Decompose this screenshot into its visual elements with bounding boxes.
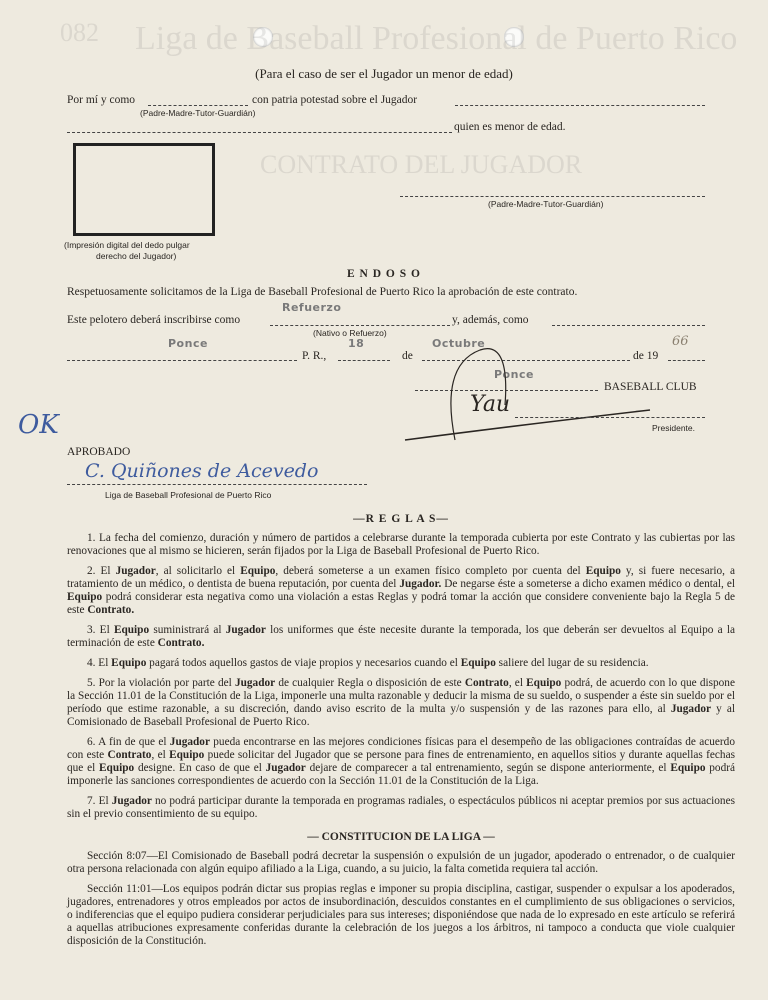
minor-name-field[interactable] [67,132,452,133]
rule-text-segment: saliere del lugar de su residencia. [495,657,649,669]
rule-text-segment: 2. El [87,565,116,577]
rule-text-segment: Jugador [115,565,156,577]
rule-text-segment: De negarse éste a someterse a dicho examen médico o dental, el [441,578,735,590]
rule-6 [67,736,735,788]
president-signature-flourish [400,345,670,445]
rule-text-segment: podrá, de acuerdo con lo que dispone la Sección 11.01 de la Constitución de la Liga, imponerle una multa razonable y deducir la misma de su sueldo, o suspender a éste sin sueldo por el período que estime razonable, a su discreción, dando aviso escrito de la multa y/o suspensión y de las razones para ello, al [67,677,735,715]
rule-text-segment: Jugador [670,703,712,715]
rule-text-segment: , al solicitarlo el [155,565,241,577]
rule-text-segment: dejare de comparecer a tal entrenamiento, según se dispone anteriormente, el [305,762,671,774]
rule-text-segment: Equipo [99,762,135,774]
ghost-number: 082 [60,18,99,47]
place-field[interactable] [67,360,297,361]
ghost-contract-title: CONTRATO DEL JUGADOR [260,150,583,179]
constitucion-sections [67,850,735,948]
rule-text-segment: Jugador. [399,578,442,590]
additional-register-field[interactable] [552,325,705,326]
thumbprint-box [73,143,215,236]
rule-text-segment: Equipo [67,591,103,603]
endoso-request: Respetuosamente solicitamos de la Liga de Baseball Profesional de Puerto Rico la aprobación de este contrato. [67,286,578,298]
rule-text-segment: 4. El [87,657,112,669]
rule-text-segment: 6. A fin de que el [87,736,170,748]
pr-label: P. R., [302,350,327,362]
register-label: (Nativo o Refuerzo) [313,328,387,338]
guardian-role-field[interactable] [148,105,248,106]
player-name-field[interactable] [455,105,705,106]
register-value: Refuerzo [282,301,342,314]
rule-text-segment: Equipo [169,749,205,761]
rule-text-segment: designe. En caso de que el [134,762,266,774]
rules-and-constitution [67,513,735,955]
rule-text-segment: Equipo [526,677,562,689]
register-field[interactable] [270,325,450,326]
register-prefix: Este pelotero deberá inscribirse como [67,314,241,326]
rules-list [67,532,735,821]
club-label: BASEBALL CLUB [604,381,697,393]
rule-text-segment: Jugador [234,677,276,689]
guardian-signature-label: (Padre-Madre-Tutor-Guardián) [488,199,604,209]
rule-text-segment: Equipo [670,762,706,774]
constitucion-title: — CONSTITUCION DE LA LIGA — [307,831,495,843]
rule-text-segment: 5. Por la violación por parte del [87,677,235,689]
rule-text-segment: 7. El [87,795,112,807]
approver-label: Liga de Baseball Profesional de Puerto Rico [105,490,272,500]
rule-text-segment: Contrato [464,677,509,689]
guardian-signature-field[interactable] [400,196,705,197]
endoso-title: E N D O S O [347,268,421,280]
rule-7 [67,795,735,821]
club-value: Ponce [494,368,534,381]
rule-text-segment: podrá considerar esta negativa como una violación a estas Reglas y podrá tomar la acción que considere conveniente bajo la Regla 5 de este [67,591,735,616]
rule-text-segment: Contrato [107,749,152,761]
rule-text-segment: Contrato. [157,637,205,649]
rule-text-segment: suministrará al [149,624,226,636]
approved-label: APROBADO [67,446,131,458]
approver-signature: C. Quiñones de Acevedo [85,460,319,482]
minor-line1-prefix: Por mí y como [67,94,136,106]
day-field[interactable] [338,360,390,361]
rule-text-segment: puede solicitar del Jugador que se persone para fines de entrenamiento, en aquellos sitios y durante aquellas fechas que el [67,749,735,774]
thumbprint-caption: (Impresión digital del dedo pulgar [64,240,190,250]
year-field[interactable] [668,360,705,361]
president-field[interactable] [515,417,705,418]
rule-text-segment: 1. La fecha del comienzo, duración y número de partidos a celebrarse durante la temporada cubierta por este Contrato y las cubiertas por las renovaciones que al mismo se hicieren, serán fijados por la Liga de Baseball Profesional de Puerto Rico. [67,532,735,557]
rule-text-segment: Equipo [111,657,147,669]
month-value: Octubre [432,337,486,350]
rule-text-segment: de cualquier Regla o disposición de este [275,677,465,689]
rule-text-segment: pagará todos aquellos gastos de viaje propios y necesarios cuando el [146,657,461,669]
rule-text-segment: Equipo [585,565,621,577]
reglas-title: —R E G L A S— [353,513,449,525]
rule-text-segment: , deberá someterse a un examen físico completo por cuenta del [275,565,586,577]
rule-text-segment: no podrá participar durante la temporada en programas radiales, o espectáculos públicos ni aceptar premios por sus actuaciones sin el previo consentimiento de su equipo. [67,795,735,820]
rule-text-segment: Jugador [111,795,152,807]
rule-text-segment: Jugador [265,762,306,774]
rule-text-segment: Jugador [225,624,266,636]
rule-text-segment: los uniformes que éste necesite durante la temporada, los que deberán ser devueltos al Equipo a la terminación de este [67,624,735,649]
section-8-07: Sección 8:07—El Comisionado de Baseball podrá decretar la suspensión o expulsión de un jugador, apoderado o entrenador, o de cualquier otra persona relacionada con algún equipo afiliado a la Liga, cuando, a su juicio, la falta cometida requiera tal acción. [67,850,735,875]
rule-text-segment: Equipo [113,624,150,636]
year-value: 66 [672,334,689,349]
minor-line1-middle: con patria potestad sobre el Jugador [252,94,418,106]
rule-text-segment: podrá imponerle las sanciones correspondientes de acuerdo con la Sección 11.01 de la Constitución de la Liga. [67,762,735,787]
rule-text-segment: y al Comisionado de Baseball Profesional de Puerto Rico. [67,703,735,728]
rule-text-segment: Equipo [460,657,496,669]
register-middle: y, además, como [452,314,529,326]
minor-section-title: (Para el caso de ser el Jugador un menor de edad) [255,66,513,81]
rule-text-segment: Equipo [240,565,276,577]
day-value: 18 [348,337,365,350]
rule-text-segment: , el [508,677,527,689]
president-signature: Yau [470,392,511,417]
ghost-league-title: Liga de Baseball Profesional de Puerto Rico [135,20,738,57]
de-label: de [402,350,413,362]
rule-5 [67,677,735,729]
rule-text-segment: , el [151,749,170,761]
place-value: Ponce [168,337,208,350]
section-11-01: Sección 11:01—Los equipos podrán dictar sus propias reglas e imponer su propia disciplina, castigar, suspender o expulsar a los apoderados, jugadores, entrenadores y otros empleados por actos de insubordinación, descuidos constantes en el cumplimiento de sus obligaciones o servicios, o indiferencias que el equipo pudiera considerar perjudiciales para sus intereses; disponiéndose que nada de lo expresado en este artículo se referirá a aquellas atribuciones expresamente conferidas durante la celebración de los juegos a los árbitros, ni tampoco a conducta que viole cualquier disposición de la Constitución. [67,883,735,947]
rule-text-segment: 3. El [87,624,114,636]
president-label: Presidente. [652,423,695,433]
rule-text-segment: Jugador [169,736,210,748]
thumbprint-caption: derecho del Jugador) [96,251,177,261]
rule-text-segment: pueda encontrarse en las mejores condiciones físicas para el desempeño de las obligaciones contraídas de acuerdo con este [67,736,735,761]
rule-4 [67,657,735,670]
rule-3 [67,624,735,650]
rule-1 [67,532,735,558]
guardian-role-label: (Padre-Madre-Tutor-Guardián) [140,108,256,118]
ok-initials: OK [18,410,59,440]
rule-text-segment: Contrato. [87,604,135,616]
minor-line2-suffix: quien es menor de edad. [454,121,566,133]
year-prefix: de 19 [633,350,659,362]
approver-field[interactable] [67,484,367,485]
rule-2 [67,565,735,617]
rule-text-segment: y, si fuere necesario, a tratamiento de un médico, o dentista de buena reputación, por cuenta del [67,565,736,590]
